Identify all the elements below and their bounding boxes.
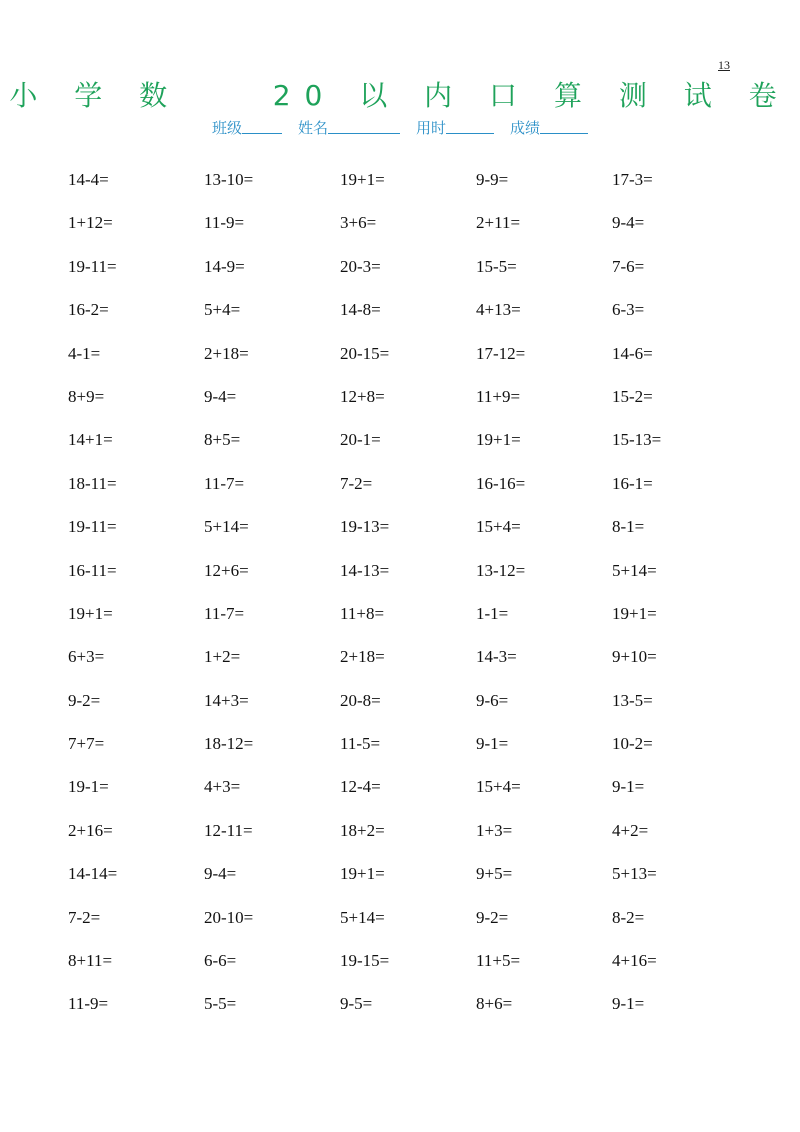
arithmetic-problem: 1+12= [68,213,113,233]
arithmetic-problem: 7-2= [68,907,101,927]
page-number: 13 [718,58,730,72]
arithmetic-problem: 6+3= [68,647,105,667]
arithmetic-problem: 9-1= [612,994,645,1014]
arithmetic-problem: 9-9= [476,170,509,189]
arithmetic-problem: 14-3= [476,647,517,667]
arithmetic-problem: 17-3= [612,170,653,189]
arithmetic-problem: 19-11= [68,256,117,276]
arithmetic-problem: 19-11= [68,517,117,537]
arithmetic-problem: 11+9= [476,386,521,406]
info-field [212,117,282,138]
arithmetic-problem: 9-2= [68,690,101,710]
arithmetic-problem: 5+14= [340,907,385,927]
arithmetic-problem: 16-16= [476,473,526,493]
page-title: 小 学 数 20 以 内 口 算 测 试 卷 [9,79,791,112]
arithmetic-problem: 9-4= [204,386,237,406]
arithmetic-problem: 5+4= [204,300,241,320]
arithmetic-problem: 5+13= [612,864,657,884]
arithmetic-problem: 18-12= [204,734,254,754]
info-field-blank[interactable] [328,119,400,134]
arithmetic-problem: 14-4= [68,170,109,189]
arithmetic-problem: 6-3= [612,300,645,320]
arithmetic-problem: 9+10= [612,647,657,667]
arithmetic-problem: 8+6= [476,994,513,1014]
arithmetic-problem: 2+18= [204,343,249,363]
arithmetic-problem: 11-5= [340,734,381,754]
arithmetic-problem: 11-9= [204,213,245,233]
arithmetic-problem: 16-1= [612,473,653,493]
arithmetic-problem: 19-1= [68,777,109,797]
arithmetic-problem: 19+1= [612,603,657,623]
arithmetic-problem: 6-6= [204,951,237,971]
student-info-line [0,117,800,138]
arithmetic-problem: 9-4= [612,213,645,233]
arithmetic-problem: 20-3= [340,256,381,276]
arithmetic-problem: 10-2= [612,734,653,754]
arithmetic-problem: 14-13= [340,560,390,580]
arithmetic-problem: 12-11= [204,820,253,840]
arithmetic-problem: 12+6= [204,560,249,580]
arithmetic-problem: 15+4= [476,517,521,537]
arithmetic-problem: 2+11= [476,213,521,233]
arithmetic-problem: 13-12= [476,560,526,580]
arithmetic-problem: 20-15= [340,343,390,363]
arithmetic-problem: 19-13= [340,517,390,537]
arithmetic-problem: 14+3= [204,690,249,710]
arithmetic-problem: 4+16= [612,951,657,971]
arithmetic-problem: 12+8= [340,386,385,406]
info-field-blank[interactable] [242,119,282,134]
arithmetic-problem: 4+2= [612,820,649,840]
arithmetic-problem: 14-14= [68,864,118,884]
arithmetic-problem: 13-10= [204,170,254,189]
arithmetic-problem: 4+13= [476,300,521,320]
arithmetic-problem: 2+18= [340,647,385,667]
arithmetic-problem: 19+1= [340,170,385,189]
arithmetic-problem: 15-5= [476,256,517,276]
arithmetic-problem: 19+1= [68,603,113,623]
arithmetic-problem: 11+8= [340,603,385,623]
arithmetic-problem: 11-7= [204,603,245,623]
arithmetic-problem: 20-10= [204,907,254,927]
info-field [298,117,400,138]
arithmetic-problem: 19+1= [340,864,385,884]
info-field-label: 成绩 [510,119,541,137]
arithmetic-problem: 9-6= [476,690,509,710]
arithmetic-problem: 9-2= [476,907,509,927]
arithmetic-problem: 13-5= [612,690,653,710]
arithmetic-problem: 1-1= [476,603,509,623]
arithmetic-problem: 17-12= [476,343,526,363]
arithmetic-problem: 3+6= [340,213,377,233]
arithmetic-problem: 8-2= [612,907,645,927]
info-field-blank[interactable] [540,119,588,134]
info-field-blank[interactable] [446,119,494,134]
arithmetic-problem: 14-9= [204,256,245,276]
arithmetic-problem: 2+16= [68,820,113,840]
arithmetic-problem: 8+5= [204,430,241,450]
arithmetic-problem: 11-9= [68,994,109,1014]
arithmetic-problem: 18-11= [68,473,117,493]
info-field [510,117,588,138]
arithmetic-problem: 8+11= [68,951,113,971]
arithmetic-problem: 9-4= [204,864,237,884]
arithmetic-problem: 7-2= [340,473,373,493]
info-field-label: 班级 [211,119,242,137]
arithmetic-problem: 14-6= [612,343,653,363]
arithmetic-problem: 19+1= [476,430,521,450]
info-field [416,117,494,138]
arithmetic-problem: 5-5= [204,994,237,1014]
arithmetic-problem: 15-2= [612,386,653,406]
arithmetic-problem: 9+5= [476,864,513,884]
arithmetic-problem: 19-15= [340,951,390,971]
arithmetic-problem: 9-1= [612,777,645,797]
arithmetic-problem: 20-8= [340,690,381,710]
arithmetic-problem: 7-6= [612,256,645,276]
info-field-label: 用时 [416,119,447,137]
arithmetic-problem: 4-1= [68,343,101,363]
arithmetic-problem: 1+3= [476,820,513,840]
arithmetic-problem: 9-5= [340,994,373,1014]
arithmetic-problem: 11-7= [204,473,245,493]
arithmetic-problem: 15-13= [612,430,662,450]
arithmetic-problem: 11+5= [476,951,521,971]
problem-grid [68,169,768,1037]
arithmetic-problem: 1+2= [204,647,241,667]
arithmetic-problem: 9-1= [476,734,509,754]
arithmetic-problem: 8+9= [68,386,105,406]
info-field-label: 姓名 [297,119,328,137]
arithmetic-problem: 12-4= [340,777,381,797]
arithmetic-problem: 4+3= [204,777,241,797]
arithmetic-problem: 14-8= [340,300,381,320]
arithmetic-problem: 14+1= [68,430,113,450]
arithmetic-problem: 5+14= [204,517,249,537]
arithmetic-problem: 15+4= [476,777,521,797]
arithmetic-problem: 20-1= [340,430,381,450]
arithmetic-problem: 16-11= [68,560,117,580]
arithmetic-problem: 5+14= [612,560,657,580]
arithmetic-problem: 16-2= [68,300,109,320]
arithmetic-problem: 18+2= [340,820,385,840]
arithmetic-problem: 8-1= [612,517,645,537]
arithmetic-problem: 7+7= [68,734,105,754]
